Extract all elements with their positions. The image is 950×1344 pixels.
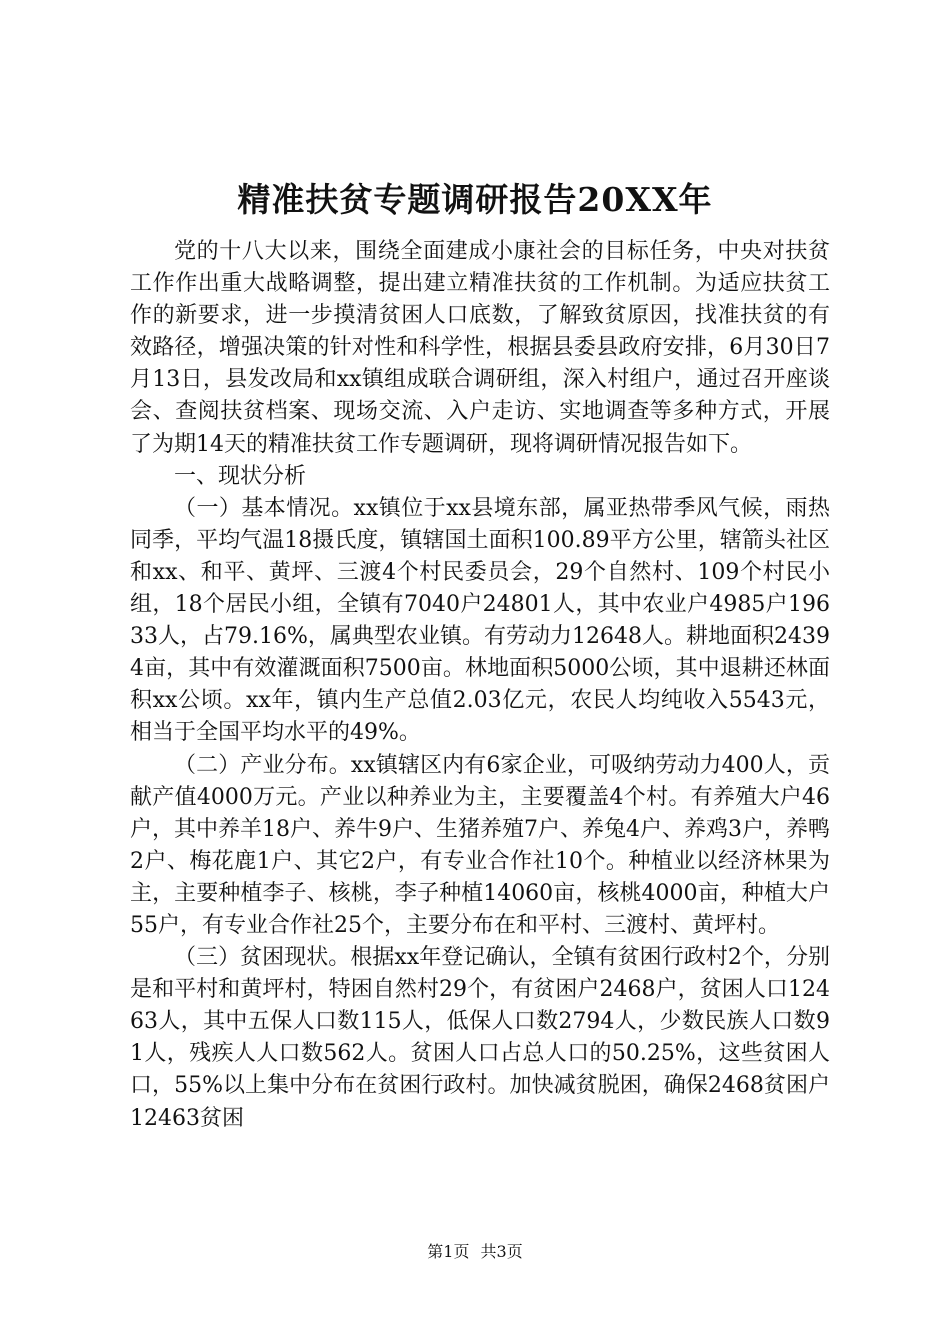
document-title: 精准扶贫专题调研报告20XX年 — [237, 180, 713, 219]
section-heading-status: 一、现状分析 — [174, 463, 307, 489]
intro-paragraph: 党的十八大以来，围绕全面建成小康社会的目标任务，中央对扶贫工作作出重大战略调整，提出建立精准扶贫的工作机制。为适应扶贫工作的新要求，进一步摸清贫困人口底数，了解致贫原因，找准扶贫的有效路径，增强决策的针对性和科学性，根据县委县政府安排，6月30日7月13日，县发改局和xx镇组成联合调研组，深入村组户，通过召开座谈会、查阅扶贫档案、现场交流、入户走访、实地调查等多种方式，开展了为期14天的精准扶贫工作专题调研，现将调研情况报告如下。 — [130, 239, 830, 457]
page-footer — [0, 1242, 950, 1262]
basic-situation-paragraph: （一）基本情况。xx镇位于xx县境东部，属亚热带季风气候，雨热同季，平均气温18摄氏度，镇辖国土面积100.89平方公里，辖箭头社区和xx、和平、黄坪、三渡4个村民委员会，29个自然村、109个村民小组，18个居民小组，全镇有7040户24801人，其中农业户4985户19633人，占79.16%，属典型农业镇。有劳动力12648人。耕地面积24394亩，其中有效灌溉面积7500亩。林地面积5000公顷，其中退耕还林面积xx公顷。xx年，镇内生产总值2.03亿元，农民人均纯收入5543元，相当于全国平均水平的49%。 — [130, 495, 830, 746]
page-number: 第1页 — [427, 1242, 470, 1261]
document-body — [130, 236, 830, 1135]
page-total: 共3页 — [480, 1242, 523, 1261]
industry-distribution-paragraph: （二）产业分布。xx镇辖区内有6家企业，可吸纳劳动力400人，贡献产值4000万元。产业以种养业为主，主要覆盖4个村。有养殖大户46户，其中养羊18户、养牛9户、生猪养殖7户、养兔4户、养鸡3户，养鸭2户、梅花鹿1户、其它2户，有专业合作社10个。种植业以经济林果为主，主要种植李子、核桃，李子种植14060亩，核桃4000亩，种植大户55户，有专业合作社25个，主要分布在和平村、三渡村、黄坪村。 — [130, 752, 830, 938]
poverty-status-paragraph: （三）贫困现状。根据xx年登记确认，全镇有贫困行政村2个，分别是和平村和黄坪村，特困自然村29个，有贫困户2468户，贫困人口12463人，其中五保人口数115人，低保人口数2794人，少数民族人口数91人，残疾人人口数562人。贫困人口占总人口的50.25%，这些贫困人口，55%以上集中分布在贫困行政村。加快减贫脱困，确保2468贫困户12463贫困 — [130, 945, 830, 1131]
